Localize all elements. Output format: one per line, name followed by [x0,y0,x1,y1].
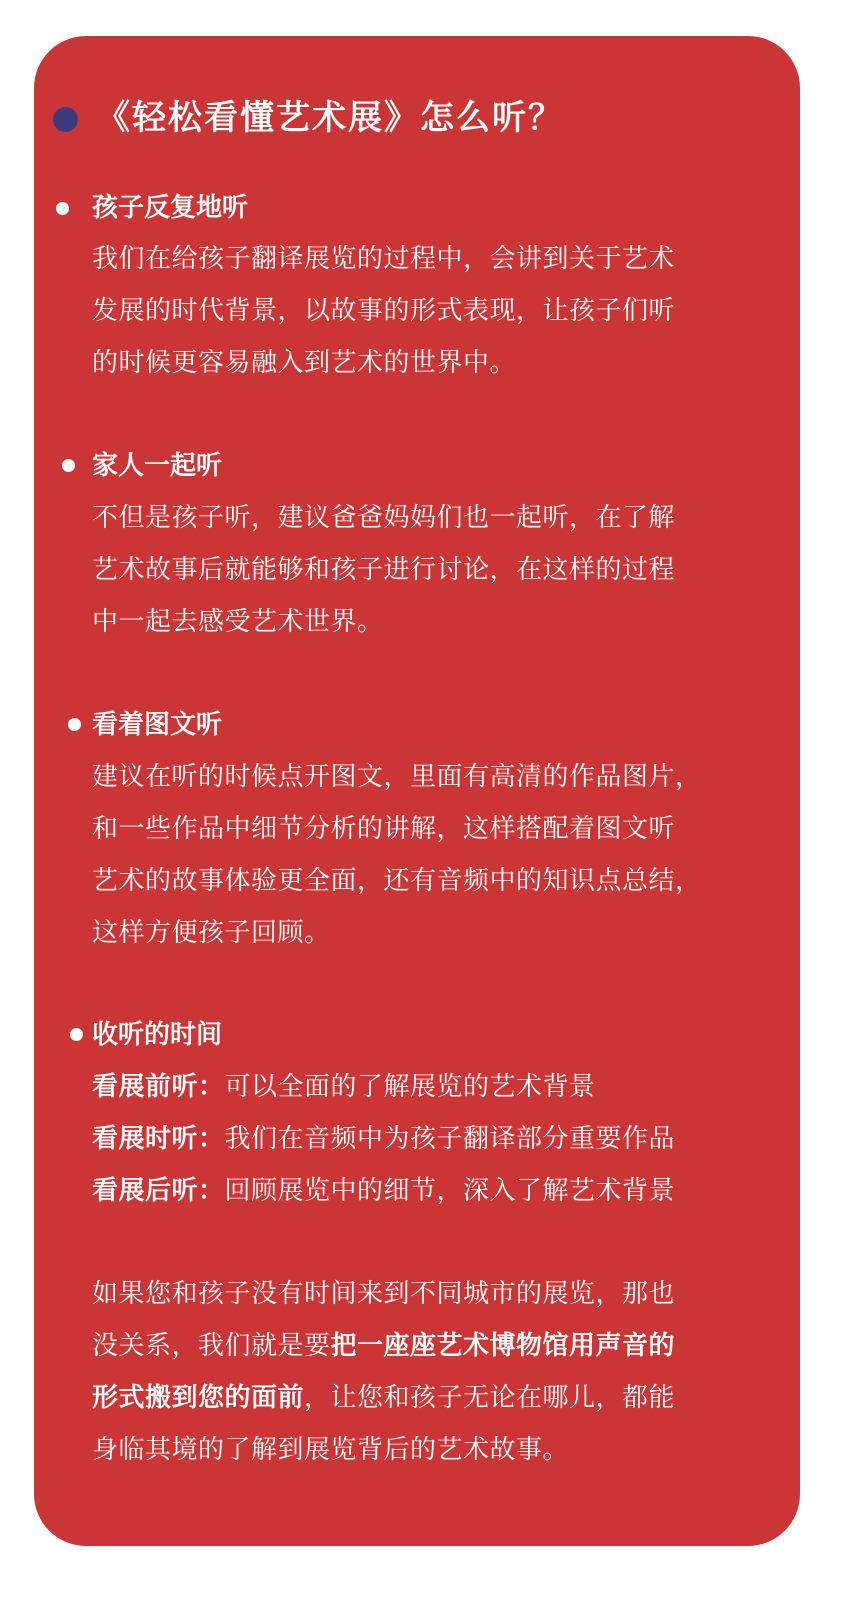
title-dot-icon [53,107,78,132]
closing-line: 身临其境的了解到展览背后的艺术故事。 [92,1435,570,1465]
schedule-label: 看展时听： [92,1124,225,1154]
schedule-label: 看展后听： [92,1176,225,1206]
schedule-item-before [92,1067,596,1107]
closing-line [92,1378,675,1418]
schedule-item-during [92,1119,675,1159]
section-text-line: 和一些作品中细节分析的讲解，这样搭配着图文听 [92,814,676,844]
section-text-line: 建议在听的时候点开图文，里面有高清的作品图片， [92,762,702,792]
schedule-text: 我们在音频中为孩子翻译部分重要作品 [224,1124,676,1154]
schedule-text: 可以全面的了解展览的艺术背景 [224,1072,596,1102]
closing-line: 如果您和孩子没有时间来到不同城市的展览，那也 [92,1279,676,1309]
closing-text: ，让您和孩子无论在哪儿，都能 [304,1383,676,1413]
section-heading-repeat-listen: 孩子反复地听 [92,193,249,223]
section-text-line: 的时候更容易融入到艺术的世界中。 [92,348,517,378]
closing-line [92,1326,675,1366]
bullet-dot-icon [68,718,81,731]
section-text-line: 艺术故事后就能够和孩子进行讨论，在这样的过程 [92,555,676,585]
schedule-label: 看展前听： [92,1072,225,1102]
closing-emphasis: 形式搬到您的面前 [92,1383,305,1413]
section-heading-listen-time: 收听的时间 [92,1020,223,1050]
section-heading-image-listen: 看着图文听 [92,710,223,740]
schedule-text: 回顾展览中的细节，深入了解艺术背景 [224,1176,676,1206]
section-text-line: 中一起去感受艺术世界。 [92,607,384,637]
closing-text: 没关系，我们就是要 [92,1331,331,1361]
page-title: 《轻松看懂艺术展》怎么听？ [96,98,564,138]
section-text-line: 不但是孩子听，建议爸爸妈妈们也一起听，在了解 [92,503,676,533]
closing-emphasis: 把一座座艺术博物馆用声音的 [330,1331,676,1361]
section-heading-family-listen: 家人一起听 [92,451,223,481]
section-text-line: 我们在给孩子翻译展览的过程中，会讲到关于艺术 [92,244,676,274]
bullet-dot-icon [70,1028,83,1041]
section-text-line: 发展的时代背景，以故事的形式表现，让孩子们听 [92,296,676,326]
bullet-dot-icon [56,202,69,215]
schedule-item-after [92,1171,675,1211]
section-text-line: 这样方便孩子回顾。 [92,918,331,948]
section-text-line: 艺术的故事体验更全面，还有音频中的知识点总结， [92,866,702,896]
bullet-dot-icon [62,459,75,472]
